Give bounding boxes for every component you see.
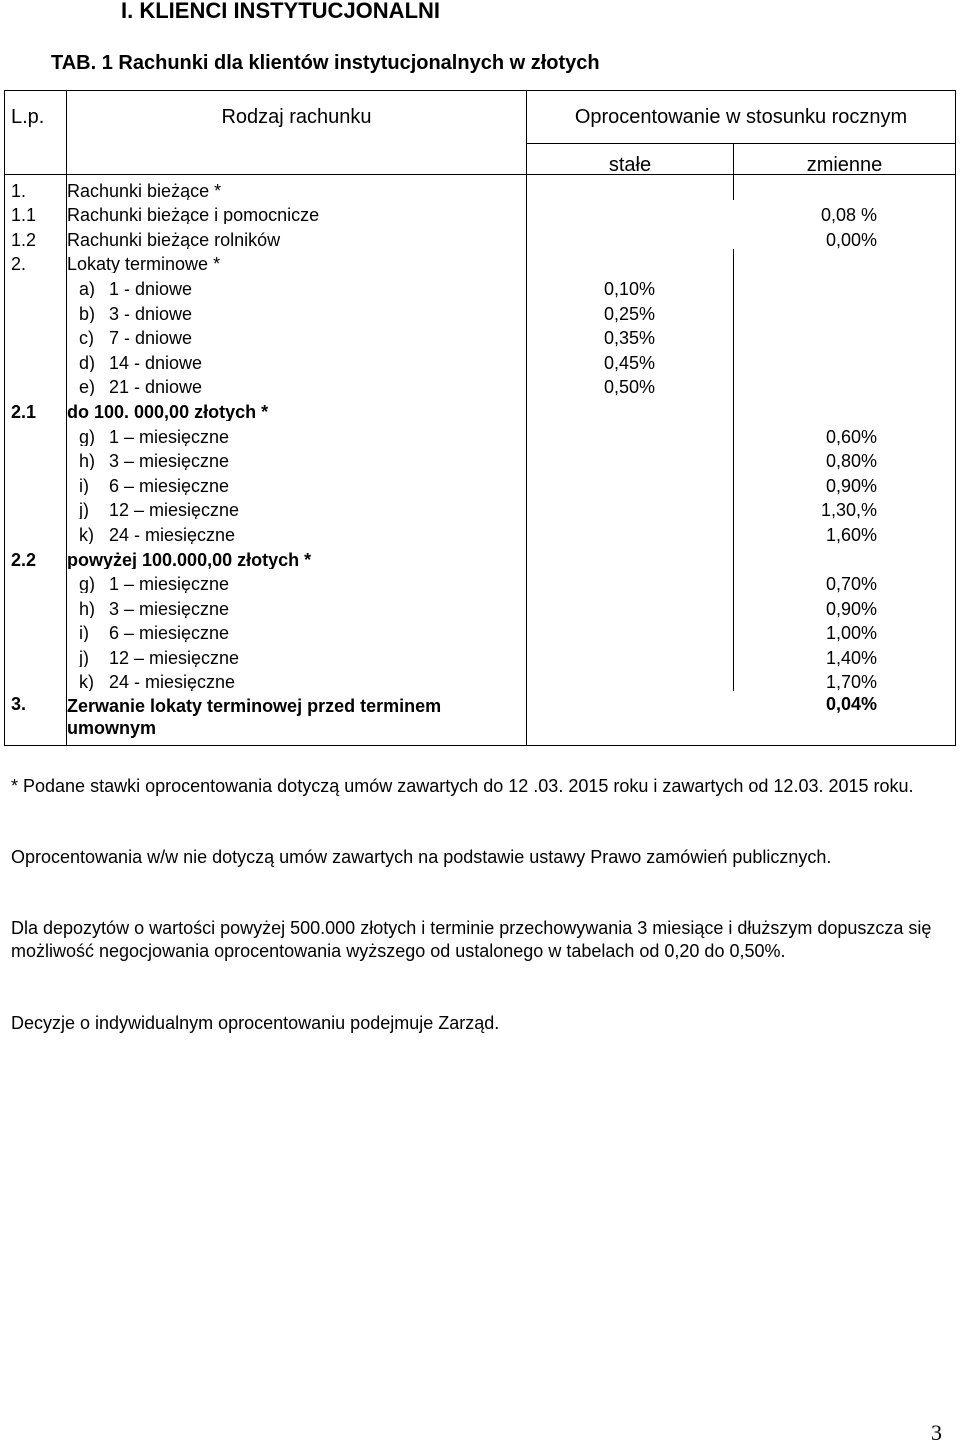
cell-fixed-rate <box>527 323 734 348</box>
cell-fixed-rate <box>527 667 734 692</box>
variable-rate-value: 1,00% <box>825 623 877 643</box>
cell-variable-rate <box>734 593 956 618</box>
variable-rate-value: 1,30,% <box>820 500 877 520</box>
cell-account-type <box>67 249 527 274</box>
variable-rate-value: 1,70% <box>825 672 877 692</box>
cell-fixed-rate <box>527 519 734 544</box>
cell-fixed-rate <box>527 249 734 274</box>
cell-variable-rate <box>734 446 956 471</box>
cell-rate-merged <box>527 200 956 225</box>
cell-account-type <box>67 691 527 746</box>
cell-variable-rate <box>734 519 956 544</box>
account-label: 24 - miesięczne <box>109 672 236 692</box>
page-number: 3 <box>931 1420 942 1445</box>
cell-fixed-rate <box>527 175 734 200</box>
account-label: 6 – miesięczne <box>109 623 230 643</box>
sub-item-letter: i) <box>79 475 89 495</box>
cell-variable-rate <box>734 495 956 520</box>
cell-variable-rate <box>734 347 956 372</box>
table-header-row <box>5 91 956 144</box>
sub-item-letter: h) <box>79 598 96 618</box>
note-negotiation: Dla depozytów o wartości powyżej 500.000 złotych i terminie przechowywania 3 miesiące i dłuższym dopuszcza się możliwość negocjowania oprocentowania wyższego od ustalonego w tabelach od 0,20 do 0,50%. <box>11 918 932 961</box>
table-row <box>5 224 956 249</box>
cell-account-type <box>67 347 527 372</box>
cell-account-type <box>67 372 527 397</box>
cell-account-type <box>67 642 527 667</box>
cell-lp <box>5 298 67 323</box>
cell-fixed-rate <box>527 544 734 569</box>
table-row <box>5 544 956 569</box>
rate-value: 0,08 % <box>820 205 877 225</box>
cell-fixed-rate <box>527 470 734 495</box>
cell-variable-rate <box>734 273 956 298</box>
cell-fixed-rate <box>527 446 734 471</box>
cell-lp <box>5 642 67 667</box>
cell-variable-rate <box>734 569 956 594</box>
cell-fixed-rate <box>527 273 734 298</box>
cell-lp <box>5 495 67 520</box>
cell-account-type <box>67 618 527 643</box>
account-label: Zerwanie lokaty terminowej przed terminem umownym <box>67 696 442 739</box>
cell-account-type <box>67 323 527 348</box>
cell-variable-rate <box>734 544 956 569</box>
header-variable: zmienne <box>734 144 956 175</box>
cell-rate-merged <box>527 691 956 746</box>
account-label: 6 – miesięczne <box>109 475 230 495</box>
fixed-rate-value: 0,25% <box>603 303 655 323</box>
cell-lp <box>5 372 67 397</box>
cell-fixed-rate <box>527 372 734 397</box>
table-row <box>5 667 956 692</box>
table-row <box>5 347 956 372</box>
sub-item-letter: j) <box>79 500 89 520</box>
table-row <box>5 495 956 520</box>
table-row <box>5 273 956 298</box>
table-row <box>5 618 956 643</box>
account-label: powyżej 100.000,00 złotych * <box>67 549 312 569</box>
cell-account-type <box>67 470 527 495</box>
account-label: 14 - dniowe <box>109 352 203 372</box>
cell-lp <box>5 446 67 471</box>
cell-account-type <box>67 224 527 249</box>
fixed-rate-value: 0,35% <box>603 328 655 348</box>
cell-account-type <box>67 421 527 446</box>
note-public-procurement: Oprocentowania w/w nie dotyczą umów zawartych na podstawie ustawy Prawo zamówień publicznych. <box>11 847 832 867</box>
cell-account-type <box>67 593 527 618</box>
variable-rate-value: 0,60% <box>825 426 877 446</box>
cell-lp: 3. <box>5 691 67 746</box>
sub-item-letter: j) <box>79 647 89 667</box>
cell-account-type <box>67 446 527 471</box>
variable-rate-value: 0,70% <box>825 574 877 594</box>
account-label: 1 – miesięczne <box>109 426 230 446</box>
sub-item-letter: b) <box>79 303 96 323</box>
cell-fixed-rate <box>527 396 734 421</box>
cell-variable-rate <box>734 421 956 446</box>
cell-lp <box>5 347 67 372</box>
cell-fixed-rate <box>527 421 734 446</box>
table-subheader-row <box>5 144 956 175</box>
cell-lp <box>5 421 67 446</box>
variable-rate-value: 0,90% <box>825 598 877 618</box>
table-row <box>5 446 956 471</box>
cell-variable-rate <box>734 642 956 667</box>
cell-variable-rate <box>734 175 956 200</box>
sub-item-letter: c) <box>79 328 94 348</box>
cell-fixed-rate <box>527 642 734 667</box>
section-title: I. KLIENCI INSTYTUCJONALNI <box>121 0 441 23</box>
cell-account-type <box>67 396 527 421</box>
cell-lp <box>5 618 67 643</box>
sub-item-letter: k) <box>79 672 94 692</box>
cell-lp: 1.1 <box>5 200 67 225</box>
table-row <box>5 593 956 618</box>
table-row <box>5 470 956 495</box>
cell-fixed-rate <box>527 347 734 372</box>
cell-fixed-rate <box>527 569 734 594</box>
table-row <box>5 642 956 667</box>
variable-rate-value: 1,60% <box>825 524 877 544</box>
sub-item-letter: g) <box>79 574 96 594</box>
cell-account-type <box>67 175 527 200</box>
cell-account-type <box>67 200 527 225</box>
sub-item-letter: g) <box>79 426 96 446</box>
account-label: Rachunki bieżące rolników <box>67 229 281 249</box>
cell-variable-rate <box>734 249 956 274</box>
cell-lp: 2.1 <box>5 396 67 421</box>
account-label: 3 – miesięczne <box>109 598 230 618</box>
cell-fixed-rate <box>527 298 734 323</box>
interest-rates-table <box>4 90 956 746</box>
account-label: Rachunki bieżące i pomocnicze <box>67 205 320 225</box>
account-label: 3 - dniowe <box>109 303 193 323</box>
variable-rate-value: 0,80% <box>825 451 877 471</box>
sub-item-letter: a) <box>79 278 96 298</box>
cell-lp <box>5 569 67 594</box>
fixed-rate-value: 0,50% <box>603 377 655 397</box>
cell-account-type <box>67 544 527 569</box>
cell-lp: 1.2 <box>5 224 67 249</box>
variable-rate-value: 1,40% <box>825 647 877 667</box>
account-label: Rachunki bieżące * <box>67 180 222 200</box>
cell-fixed-rate <box>527 618 734 643</box>
table-title: TAB. 1 Rachunki dla klientów instytucjonalnych w złotych <box>51 52 600 74</box>
header-fixed: stałe <box>527 144 734 175</box>
account-label: 24 - miesięczne <box>109 524 236 544</box>
table-row <box>5 323 956 348</box>
table-row <box>5 372 956 397</box>
cell-lp <box>5 519 67 544</box>
cell-variable-rate <box>734 323 956 348</box>
cell-fixed-rate <box>527 495 734 520</box>
account-label: 12 – miesięczne <box>109 500 240 520</box>
header-annual-rate: Oprocentowanie w stosunku rocznym <box>527 91 956 144</box>
cell-lp: 1. <box>5 175 67 200</box>
table-row <box>5 421 956 446</box>
cell-fixed-rate <box>527 593 734 618</box>
cell-lp <box>5 470 67 495</box>
account-label: 1 - dniowe <box>109 278 193 298</box>
cell-lp <box>5 593 67 618</box>
sub-item-letter: i) <box>79 623 89 643</box>
cell-account-type <box>67 298 527 323</box>
cell-rate-merged <box>527 224 956 249</box>
rate-value: 0,00% <box>825 229 877 249</box>
cell-variable-rate <box>734 298 956 323</box>
sub-item-letter: e) <box>79 377 96 397</box>
cell-account-type <box>67 667 527 692</box>
header-lp: L.p. <box>5 91 67 144</box>
table-row <box>5 200 956 225</box>
account-label: 21 - dniowe <box>109 377 203 397</box>
cell-lp <box>5 273 67 298</box>
fixed-rate-value: 0,10% <box>603 278 655 298</box>
cell-account-type <box>67 495 527 520</box>
account-label: 7 - dniowe <box>109 328 193 348</box>
sub-item-letter: d) <box>79 352 96 372</box>
account-label: 3 – miesięczne <box>109 451 230 471</box>
table-row <box>5 249 956 274</box>
note-asterisk: * Podane stawki oprocentowania dotyczą umów zawartych do 12 .03. 2015 roku i zawartych od 12.03. 2015 roku. <box>11 776 914 796</box>
note-board-decision: Decyzje o indywidualnym oprocentowaniu podejmuje Zarząd. <box>11 1013 500 1033</box>
fixed-rate-value: 0,45% <box>603 352 655 372</box>
table-row <box>5 569 956 594</box>
rate-value: 0,04% <box>825 694 877 715</box>
table-row <box>5 175 956 200</box>
header-account-type: Rodzaj rachunku <box>67 91 527 144</box>
cell-account-type <box>67 273 527 298</box>
sub-item-letter: h) <box>79 451 96 471</box>
account-label: 1 – miesięczne <box>109 574 230 594</box>
table-row <box>5 396 956 421</box>
cell-variable-rate <box>734 618 956 643</box>
cell-lp: 2. <box>5 249 67 274</box>
cell-lp <box>5 323 67 348</box>
cell-variable-rate <box>734 372 956 397</box>
cell-lp: 2.2 <box>5 544 67 569</box>
sub-item-letter: k) <box>79 524 94 544</box>
account-label: Lokaty terminowe * <box>67 254 221 274</box>
cell-variable-rate <box>734 470 956 495</box>
cell-account-type <box>67 569 527 594</box>
cell-lp <box>5 667 67 692</box>
table-row <box>5 519 956 544</box>
cell-variable-rate <box>734 667 956 692</box>
variable-rate-value: 0,90% <box>825 475 877 495</box>
account-label: do 100. 000,00 złotych * <box>67 401 269 421</box>
cell-variable-rate <box>734 396 956 421</box>
account-label: 12 – miesięczne <box>109 647 240 667</box>
table-row <box>5 691 956 746</box>
table-row <box>5 298 956 323</box>
cell-account-type <box>67 519 527 544</box>
